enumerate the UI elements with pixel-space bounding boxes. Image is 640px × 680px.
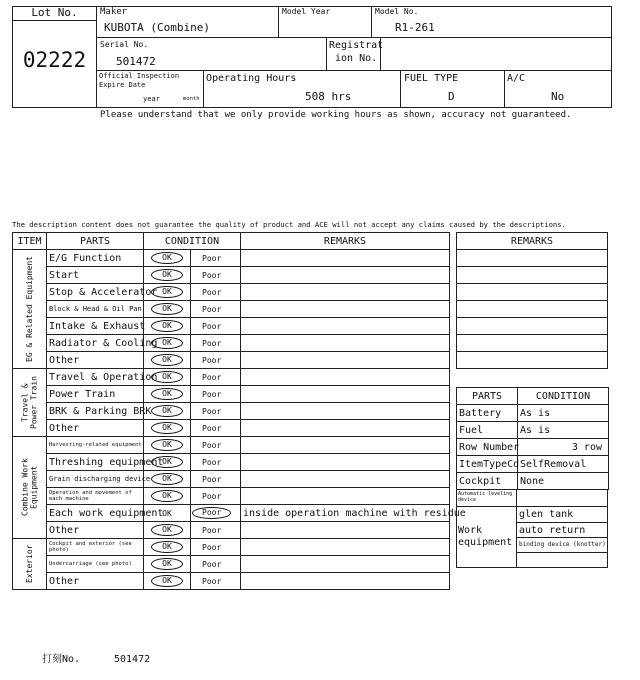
ok-circled: OK (151, 303, 183, 315)
specs-condition-header: CONDITION (518, 388, 609, 405)
specs-table (456, 387, 609, 490)
work-item-2: auto return (519, 525, 586, 536)
remark-cell (241, 522, 450, 539)
item-group-cell (13, 369, 47, 437)
poor-cell (191, 301, 241, 318)
serial-label: Serial No. (100, 40, 149, 49)
part-name: Stop & Accelerator (47, 284, 144, 301)
poor-cell (191, 250, 241, 267)
inspection-row (13, 284, 450, 301)
inspection-row (13, 250, 450, 267)
part-name: Radiator & Cooling (47, 335, 144, 352)
ok-circled: OK (151, 456, 183, 468)
lot-label: Lot No. (31, 6, 78, 19)
remark-cell (241, 573, 450, 590)
ok-circled: OK (151, 541, 183, 553)
remark-cell (241, 403, 450, 420)
ok-circled: OK (151, 388, 183, 400)
right-remarks-header: REMARKS (457, 233, 608, 250)
part-name: Harvesting-related equipment (47, 437, 144, 454)
poor-option: Poor (202, 542, 222, 552)
hours-notice: Please understand that we only provide working hours as shown, accuracy not guaranteed. (100, 110, 572, 120)
ac-label: A/C (507, 73, 526, 84)
inspection-row (13, 318, 450, 335)
remark-cell (241, 437, 450, 454)
maker-value: KUBOTA (Combine) (104, 21, 210, 34)
ok-cell (144, 556, 191, 573)
spec-row (457, 405, 609, 422)
ok-cell (144, 284, 191, 301)
remark-cell (241, 471, 450, 488)
poor-cell (191, 267, 241, 284)
registration-label-1: Registrat (329, 40, 384, 51)
right-remarks-row (457, 335, 608, 352)
ok-cell (144, 267, 191, 284)
inspection-row (13, 454, 450, 471)
remark-cell (241, 335, 450, 352)
specs-parts-header: PARTS (457, 388, 518, 405)
poor-option: Poor (202, 525, 222, 535)
remarks-header: REMARKS (241, 233, 450, 250)
poor-option: Poor (202, 406, 222, 416)
item-group-label: Combine Work Equipment (20, 458, 39, 517)
remark-cell: inside operation machine with residue (241, 505, 450, 522)
poor-option: Poor (202, 491, 222, 501)
inspection-row (13, 386, 450, 403)
model-no-value: R1-261 (395, 21, 435, 34)
poor-cell (191, 335, 241, 352)
part-name: Operation and movement of each machine (47, 488, 144, 505)
remark-cell (241, 318, 450, 335)
ok-cell (144, 352, 191, 369)
remark-cell (241, 267, 450, 284)
part-name: Other (47, 573, 144, 590)
inspection-row (13, 403, 450, 420)
part-name: Threshing equipment (47, 454, 144, 471)
spec-part: Cockpit (457, 473, 518, 490)
spec-value: As is (518, 422, 609, 439)
part-name: Travel & Operation (47, 369, 144, 386)
item-header: ITEM (13, 233, 47, 250)
ok-circled: OK (151, 405, 183, 417)
spec-row (457, 456, 609, 473)
ok-circled: OK (151, 286, 183, 298)
stamp-value: 501472 (114, 654, 151, 665)
remark-cell (241, 454, 450, 471)
ok-cell (144, 335, 191, 352)
ok-cell (144, 539, 191, 556)
poor-option: Poor (202, 372, 222, 382)
ok-cell (144, 301, 191, 318)
poor-cell (191, 386, 241, 403)
poor-option: Poor (202, 321, 222, 331)
remark-cell (241, 420, 450, 437)
poor-cell (191, 437, 241, 454)
poor-cell (191, 522, 241, 539)
right-remarks-row (457, 352, 608, 369)
poor-option: Poor (202, 423, 222, 433)
ok-cell (144, 420, 191, 437)
inspection-label-1: Official Inspection (99, 72, 180, 80)
operating-hours-label: Operating Hours (206, 73, 297, 84)
poor-cell (191, 420, 241, 437)
item-group-label: Exterior (25, 544, 34, 584)
ok-circled: OK (151, 524, 183, 536)
ok-circled: OK (151, 371, 183, 383)
poor-option: Poor (202, 355, 222, 365)
right-remarks-row (457, 301, 608, 318)
poor-cell (191, 352, 241, 369)
model-year-label: Model Year (282, 7, 331, 16)
part-name: Undercarriage (see photo) (47, 556, 144, 573)
right-remarks-row (457, 250, 608, 267)
spec-row (457, 439, 609, 456)
ok-cell (144, 488, 191, 505)
ok-circled: OK (151, 473, 183, 485)
poor-cell (191, 539, 241, 556)
poor-cell (191, 403, 241, 420)
poor-cell (191, 284, 241, 301)
month-label: month (183, 96, 200, 102)
inspection-row (13, 539, 450, 556)
ok-cell (144, 403, 191, 420)
part-name: Other (47, 352, 144, 369)
ok-cell (144, 454, 191, 471)
ok-cell (144, 386, 191, 403)
part-name: Other (47, 420, 144, 437)
ok-circled: OK (151, 422, 183, 434)
ok-option: OK (162, 508, 172, 518)
spec-part: Battery (457, 405, 518, 422)
inspection-row (13, 556, 450, 573)
inspection-row (13, 335, 450, 352)
work-item-1: glen tank (519, 509, 574, 520)
ok-cell (144, 369, 191, 386)
maker-label: Maker (100, 7, 128, 17)
ok-cell (144, 522, 191, 539)
inspection-row (13, 352, 450, 369)
inspection-row (13, 505, 450, 522)
inspection-row (13, 301, 450, 318)
poor-cell (191, 471, 241, 488)
poor-option: Poor (202, 559, 222, 569)
poor-option: Poor (202, 287, 222, 297)
poor-cell (191, 488, 241, 505)
part-name: E/G Function (47, 250, 144, 267)
ok-circled: OK (151, 269, 183, 281)
remark-cell (241, 386, 450, 403)
inspection-row (13, 369, 450, 386)
poor-option: Poor (202, 474, 222, 484)
poor-cell (191, 573, 241, 590)
poor-option: Poor (202, 457, 222, 467)
inspection-row (13, 267, 450, 284)
right-remarks-row (457, 318, 608, 335)
spec-value: SelfRemoval (518, 456, 609, 473)
fuel-type-label: FUEL TYPE (404, 73, 459, 84)
parts-header: PARTS (47, 233, 144, 250)
poor-option: Poor (202, 270, 222, 280)
spec-part: Row Number (457, 439, 518, 456)
ok-circled: OK (151, 439, 183, 451)
item-group-cell (13, 539, 47, 590)
operating-hours-value: 508 hrs (305, 90, 352, 103)
part-name: Intake & Exhaust (47, 318, 144, 335)
ok-circled: OK (151, 354, 183, 366)
inspection-label-2: Expire Date (99, 81, 146, 89)
spec-row (457, 473, 609, 490)
remark-cell (241, 352, 450, 369)
ok-circled: OK (151, 337, 183, 349)
ac-value: No (551, 90, 565, 103)
poor-cell (191, 505, 241, 522)
part-name: Power Train (47, 386, 144, 403)
part-name: BRK & Parking BRK (47, 403, 144, 420)
poor-cell (191, 454, 241, 471)
stamp-label: 打刻No. (42, 654, 81, 665)
work-equipment-label-2: equipment (458, 537, 513, 548)
ok-circled: OK (151, 575, 183, 587)
disclaimer: The description content does not guarantee the quality of product and ACE will not accept any claims caused by the descriptions. (12, 220, 566, 229)
poor-cell (191, 556, 241, 573)
inspection-row (13, 420, 450, 437)
work-equipment-label-1: Work (458, 525, 483, 536)
right-remarks-table (456, 232, 608, 369)
right-remarks-row (457, 284, 608, 301)
inspection-table (12, 232, 466, 590)
poor-option: Poor (202, 253, 222, 263)
part-name: Start (47, 267, 144, 284)
part-name: Grain discharging device (47, 471, 144, 488)
spec-value: None (518, 473, 609, 490)
ok-cell (144, 250, 191, 267)
auto-leveling-label: Automatic leveling device (458, 491, 513, 503)
ok-cell (144, 437, 191, 454)
registration-label-2: ion No. (335, 53, 378, 64)
poor-cell (191, 369, 241, 386)
ok-cell (144, 471, 191, 488)
inspection-row (13, 471, 450, 488)
remark-cell (241, 284, 450, 301)
item-group-cell (13, 250, 47, 369)
poor-option: Poor (202, 440, 222, 450)
ok-circled: OK (151, 320, 183, 332)
ok-cell (144, 318, 191, 335)
spec-row (457, 422, 609, 439)
remark-cell (241, 369, 450, 386)
spec-value: As is (518, 405, 609, 422)
poor-option: Poor (202, 576, 222, 586)
poor-option: Poor (202, 304, 222, 314)
lot-number: 02222 (22, 48, 87, 72)
right-remarks-row (457, 267, 608, 284)
poor-option: Poor (202, 338, 222, 348)
item-group-cell (13, 437, 47, 539)
poor-option: Poor (202, 389, 222, 399)
item-group-label: EG & Related Equipment (25, 256, 34, 362)
fuel-type-value: D (448, 90, 455, 103)
remark-cell (241, 250, 450, 267)
inspection-row (13, 437, 450, 454)
inspection-row (13, 573, 450, 590)
part-name: Block & Head & Oil Pan (47, 301, 144, 318)
spec-value: 3 row (518, 439, 609, 456)
remark-cell (241, 556, 450, 573)
work-item-3: binding device (knotter) (519, 541, 606, 548)
condition-header: CONDITION (144, 233, 241, 250)
poor-cell (191, 318, 241, 335)
part-name: Cockpit and exterior (see photo) (47, 539, 144, 556)
model-no-label: Model No. (375, 7, 419, 16)
spec-part: Fuel (457, 422, 518, 439)
spec-part: ItemTypeCd (457, 456, 518, 473)
inspection-row (13, 522, 450, 539)
ok-cell (144, 573, 191, 590)
remark-cell (241, 488, 450, 505)
poor-circled: Poor (192, 507, 231, 519)
item-group-label: Travel & Power Train (20, 376, 39, 429)
part-name: Each work equipment (47, 505, 144, 522)
serial-value: 501472 (116, 55, 156, 68)
year-label: year (143, 95, 160, 103)
remark-cell (241, 301, 450, 318)
ok-circled: OK (151, 490, 183, 502)
ok-circled: OK (151, 558, 183, 570)
inspection-row (13, 488, 450, 505)
remark-cell (241, 539, 450, 556)
part-name: Other (47, 522, 144, 539)
ok-circled: OK (151, 252, 183, 264)
